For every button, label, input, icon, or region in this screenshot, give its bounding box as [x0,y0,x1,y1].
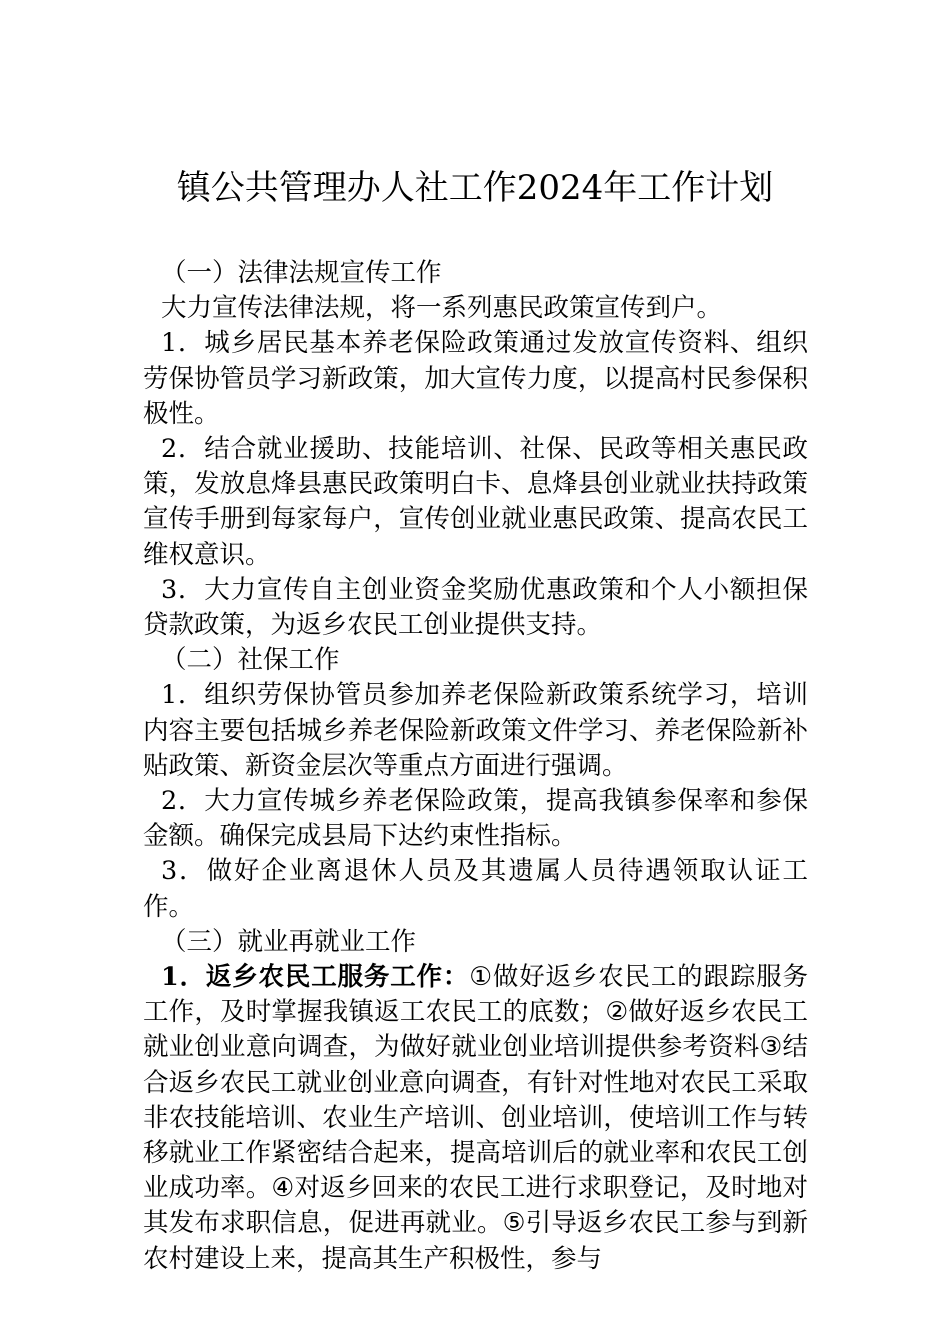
item-number: 2． [161,434,205,465]
item-text: 城乡居民基本养老保险政策通过发放宣传资料、组织劳保协管员学习新政策，加大宣传力度，以提高村民参保积极性。 [143,328,808,429]
item-text: 大力宣传城乡养老保险政策，提高我镇参保率和参保金额。确保完成县局下达约束性指标。 [143,786,808,852]
document-title: 镇公共管理办人社工作2024年工作计划 [176,168,774,208]
list-item [143,432,808,573]
section-intro: 大力宣传法律法规，将一系列惠民政策宣传到户。 [161,293,723,324]
item-number: 3． [161,856,207,887]
item-number: 1． [161,962,206,993]
item-text: ①做好返乡农民工的跟踪服务工作，及时掌握我镇返工农民工的底数；②做好返乡农民工就业创业意向调查，为做好就业创业培训提供参考资料③结合返乡农民工就业创业意向调查，有针对性地对农民工采取非农技能培训、农业生产培训、创业培训，使培训工作与转移就业工作紧密结合起来，提高培训后的就业率和农民工创业成功率。④对返乡回来的农民工进行求职登记，及时地对其发布求职信息，促进再就业。⑤引导返乡农民工参与到新农村建设上来，提高其生产积极性，参与 [143,962,808,1274]
list-item [143,326,808,432]
section-heading-3: （三）就业再就业工作 [161,926,417,957]
item-text: 组织劳保协管员参加养老保险新政策系统学习，培训内容主要包括城乡养老保险新政策文件学习、养老保险新补贴政策、新资金层次等重点方面进行强调。 [143,680,808,781]
item-number: 1． [161,328,205,359]
item-number: 3． [161,574,205,605]
list-item [143,854,808,924]
section-heading-2: （二）社保工作 [161,645,340,676]
item-text: 做好企业离退休人员及其遗属人员待遇领取认证工作。 [143,856,808,922]
item-text: 大力宣传自主创业资金奖励优惠政策和个人小额担保贷款政策，为返乡农民工创业提供支持。 [143,574,808,641]
list-item [143,784,808,854]
document-body [143,256,808,1277]
list-item [143,678,808,784]
item-bold-heading: 返乡农民工服务工作： [205,962,470,993]
item-number: 1． [161,680,205,711]
list-item [143,960,808,1277]
section-heading-1: （一）法律法规宣传工作 [161,258,442,288]
item-number: 2． [161,786,205,817]
list-item [143,573,808,643]
item-text: 结合就业援助、技能培训、社保、民政等相关惠民政策，发放息烽县惠民政策明白卡、息烽县创业就业扶持政策宣传手册到每家每户，宣传创业就业惠民政策、提高农民工维权意识。 [143,434,808,570]
